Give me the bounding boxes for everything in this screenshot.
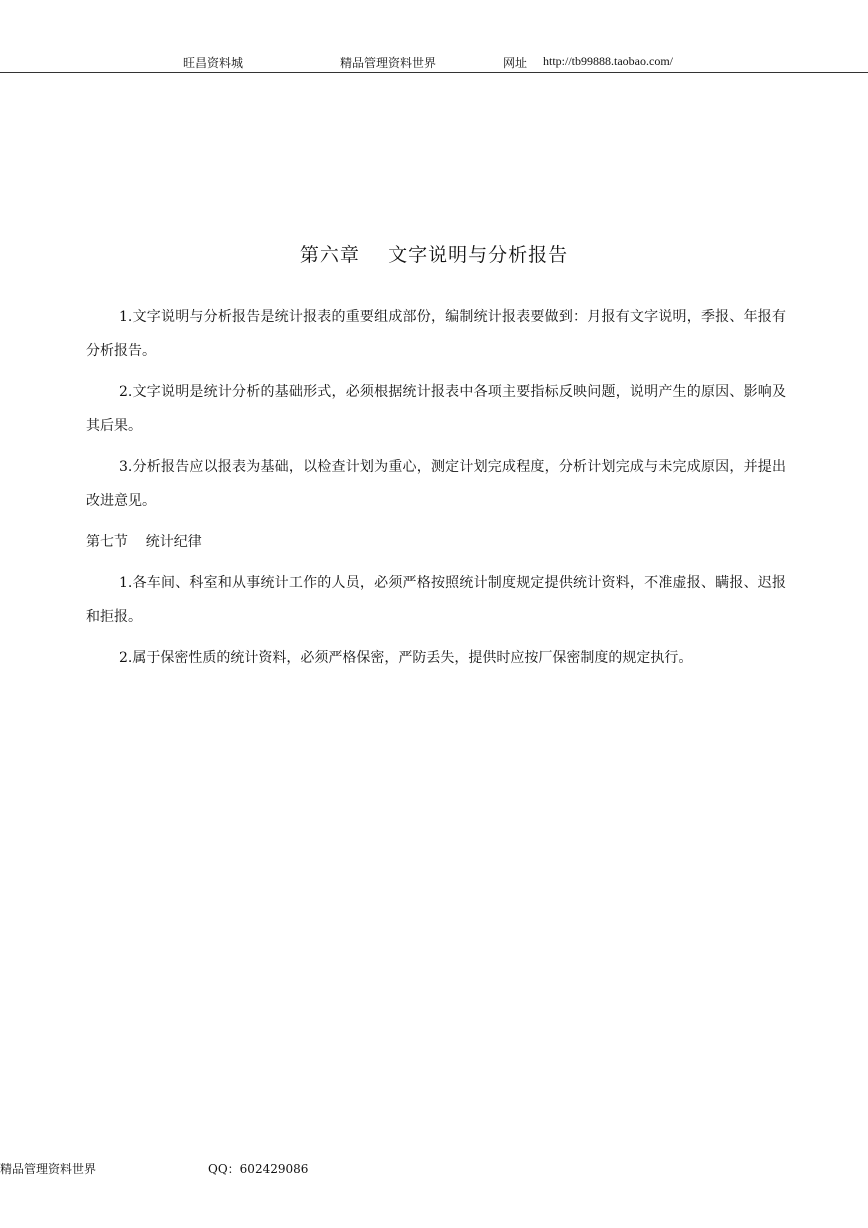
section-heading: 第七节 统计纪律: [86, 534, 202, 550]
paragraph-3: 3.分析报告应以报表为基础，以检查计划为重心，测定计划完成程度，分析计划完成与未完成原因，并提出改进意见。: [86, 459, 786, 509]
section-paragraph-2: 2.属于保密性质的统计资料，必须严格保密，严防丢失，提供时应按厂保密制度的规定执行。: [119, 650, 693, 666]
document-body: [86, 300, 786, 682]
header-url-label: 网址: [503, 56, 528, 70]
paragraph-2: 2.文字说明是统计分析的基础形式，必须根据统计报表中各项主要指标反映问题，说明产生的原因、影响及其后果。: [86, 384, 786, 434]
header-shop-name: 旺昌资料城: [183, 56, 244, 70]
footer-site-name: 精品管理资料世界: [0, 1162, 97, 1176]
footer-qq: QQ：602429086: [208, 1162, 309, 1176]
header-site-name: 精品管理资料世界: [340, 56, 437, 70]
page-footer: [0, 1160, 868, 1180]
section-paragraph-1: 1.各车间、科室和从事统计工作的人员，必须严格按照统计制度规定提供统计资料，不准虚报、瞒报、迟报和拒报。: [86, 575, 786, 625]
header-url-link[interactable]: http://tb99888.taobao.com/: [543, 54, 673, 68]
chapter-title: 第六章 文字说明与分析报告: [299, 244, 569, 266]
paragraph-1: 1.文字说明与分析报告是统计报表的重要组成部份，编制统计报表要做到：月报有文字说明，季报、年报有分析报告。: [86, 309, 786, 359]
page-header: [0, 50, 868, 73]
